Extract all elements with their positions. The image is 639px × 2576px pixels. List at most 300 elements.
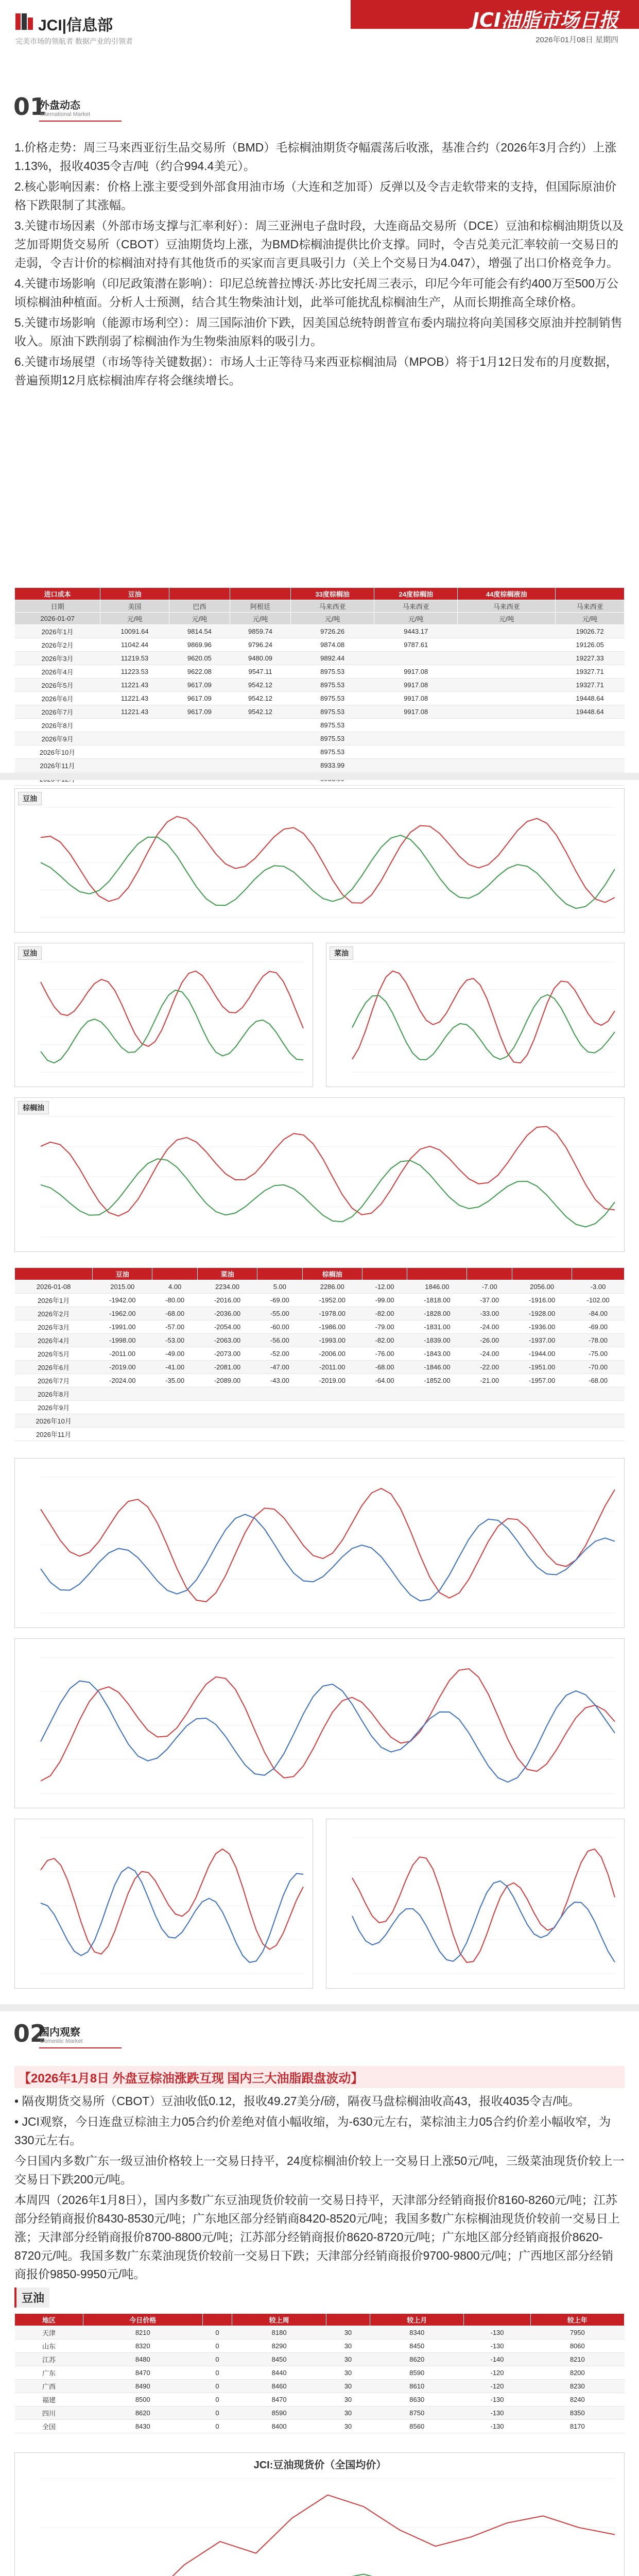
table-cell: -140	[464, 2353, 530, 2366]
chart-b1	[14, 1458, 625, 1628]
table-cell: 8230	[530, 2380, 624, 2393]
table-cell	[257, 1387, 302, 1401]
table-cell: -1951.00	[512, 1361, 572, 1374]
table-cell	[152, 1387, 198, 1401]
table-cell: 9917.08	[374, 705, 458, 719]
paragraph: • 隔夜期货交易所（CBOT）豆油收低0.12，报收49.27美分/磅，隔夜马盘棕榈油收高43，报收4035令吉/吨。	[14, 2094, 580, 2108]
table-cell: -52.00	[257, 1347, 302, 1361]
table-cell: -120	[464, 2380, 530, 2393]
table-cell	[198, 1428, 257, 1441]
table-cell: -35.00	[152, 1374, 198, 1387]
table-cell: 9617.09	[169, 705, 230, 719]
table-header-row	[15, 2314, 625, 2326]
import-cost-table	[14, 587, 625, 786]
table-cell: -2036.00	[198, 1307, 257, 1320]
table-cell: 8240	[530, 2393, 624, 2406]
table-cell: 2234.00	[198, 1280, 257, 1294]
table-cell	[362, 1401, 407, 1414]
table-cell	[458, 625, 556, 638]
table-cell: 9787.61	[374, 638, 458, 652]
table-cell	[407, 1401, 467, 1414]
chart-svg	[15, 1639, 625, 1809]
table-row	[15, 1320, 625, 1334]
table-cell: -60.00	[257, 1320, 302, 1334]
table-row	[15, 1307, 625, 1320]
table-cell: 2026年7月	[15, 705, 100, 719]
divider	[0, 2004, 639, 2011]
table-cell: -43.00	[257, 1374, 302, 1387]
table-row	[15, 1374, 625, 1387]
series-line	[352, 1881, 615, 1962]
table-header-row	[15, 600, 625, 613]
table-header-cell: 较上周	[232, 2314, 326, 2326]
table-cell: 2026年4月	[15, 1334, 93, 1347]
table-cell: 8975.53	[291, 745, 374, 759]
table-header-cell	[169, 588, 230, 600]
table-cell: 9874.08	[291, 638, 374, 652]
table-cell: -53.00	[152, 1334, 198, 1347]
table-cell: 8170	[530, 2420, 624, 2433]
table-cell: -1936.00	[512, 1320, 572, 1334]
table-cell: 广东	[15, 2366, 83, 2380]
table-header-cell	[326, 2314, 370, 2326]
table-cell: 8290	[232, 2340, 326, 2353]
table-cell	[512, 1387, 572, 1401]
table-cell	[407, 1428, 467, 1441]
table-cell: 8470	[232, 2393, 326, 2406]
table-cell: 2026年2月	[15, 638, 100, 652]
table-cell: 8350	[530, 2406, 624, 2420]
table-header-cell	[202, 2314, 232, 2326]
table-cell	[467, 1387, 512, 1401]
section-2-headline: 【2026年1月8日 外盘豆棕油涨跌互现 国内三大油脂跟盘波动】	[14, 2066, 625, 2088]
table-cell: -1957.00	[512, 1374, 572, 1387]
table-cell	[572, 1414, 625, 1428]
report-header	[0, 0, 639, 52]
table-cell: -24.00	[467, 1347, 512, 1361]
table-cell: 8340	[370, 2326, 464, 2340]
table-cell: 9547.11	[230, 665, 290, 679]
table-cell: 8400	[232, 2420, 326, 2433]
table-cell: -1952.00	[302, 1294, 362, 1307]
table-row	[15, 1414, 625, 1428]
table-cell: -84.00	[572, 1307, 625, 1320]
table-cell	[374, 652, 458, 665]
table-cell: -2019.00	[93, 1361, 152, 1374]
table-header-cell: 较上年	[530, 2314, 624, 2326]
table-cell: -130	[464, 2420, 530, 2433]
table-cell: 0	[202, 2406, 232, 2420]
table-cell: -7.00	[467, 1280, 512, 1294]
spread-table-wrap	[14, 1267, 625, 1441]
table-header-cell	[572, 1268, 625, 1280]
soy-price-table-wrap	[14, 2313, 625, 2433]
table-cell	[467, 1428, 512, 1441]
table-header-cell	[464, 2314, 530, 2326]
chart-tag: 豆油	[18, 792, 42, 805]
table-row	[15, 1280, 625, 1294]
table-cell: -1991.00	[93, 1320, 152, 1334]
table-header-cell: 阿根廷	[230, 600, 290, 613]
table-cell: -79.00	[362, 1320, 407, 1334]
paragraph: 6.关键市场展望（市场等待关键数据）：市场人士正等待马来西亚棕榈油局（MPOB）将于1月12日发布的月度数据，普遍预期12月底棕榈油库存将会继续增长。	[14, 355, 618, 387]
table-cell: 8610	[370, 2380, 464, 2393]
table-cell: 8975.53	[291, 665, 374, 679]
table-cell: -26.00	[467, 1334, 512, 1347]
import-cost-table-wrap	[14, 587, 625, 786]
table-cell: 30	[326, 2353, 370, 2366]
series-line	[41, 1159, 615, 1227]
table-header-cell	[362, 1268, 407, 1280]
table-cell: 8440	[232, 2366, 326, 2380]
table-cell: 30	[326, 2420, 370, 2433]
table-row	[15, 2380, 625, 2393]
table-cell: -56.00	[257, 1334, 302, 1347]
table-cell: 0	[202, 2326, 232, 2340]
table-row	[15, 705, 625, 719]
table-cell: 9796.24	[230, 638, 290, 652]
table-cell: 2026年8月	[15, 719, 100, 732]
table-cell: 0	[202, 2393, 232, 2406]
table-cell: -47.00	[257, 1361, 302, 1374]
table-header-row	[15, 613, 625, 625]
table-cell	[458, 732, 556, 745]
table-cell: 1846.00	[407, 1280, 467, 1294]
table-cell: -41.00	[152, 1361, 198, 1374]
table-header-cell: 豆油	[93, 1268, 152, 1280]
table-cell: 广西	[15, 2380, 83, 2393]
table-cell: 9617.09	[169, 679, 230, 692]
table-cell	[572, 1387, 625, 1401]
table-cell: -80.00	[152, 1294, 198, 1307]
table-row	[15, 759, 625, 772]
chart-svg	[15, 943, 314, 1088]
table-row	[15, 1387, 625, 1401]
table-cell: 8975.53	[291, 719, 374, 732]
table-cell: 0	[202, 2366, 232, 2380]
chart-svg	[326, 1819, 625, 1989]
chart-title: JCI:豆油现货价（全国均价）	[253, 2460, 387, 2471]
section-number: 02	[13, 2020, 47, 2047]
table-cell: 8590	[232, 2406, 326, 2420]
chart-palm	[14, 1097, 625, 1252]
table-header-cell: 24度棕榈油	[374, 588, 458, 600]
section-subtitle: International Market	[40, 111, 91, 117]
table-cell	[198, 1387, 257, 1401]
table-cell: -99.00	[362, 1294, 407, 1307]
table-cell	[302, 1387, 362, 1401]
table-row	[15, 625, 625, 638]
table-cell	[407, 1414, 467, 1428]
table-cell	[169, 745, 230, 759]
chart-tag: 豆油	[18, 946, 42, 960]
table-cell: -22.00	[467, 1361, 512, 1374]
table-cell: -1928.00	[512, 1307, 572, 1320]
section-title: 外盘动态	[39, 100, 80, 111]
table-cell	[374, 745, 458, 759]
table-row	[15, 2366, 625, 2380]
table-cell: 19448.64	[556, 692, 625, 705]
table-cell: -2063.00	[198, 1334, 257, 1347]
table-cell: -1831.00	[407, 1320, 467, 1334]
table-cell: 8060	[530, 2340, 624, 2353]
table-cell: 8560	[370, 2420, 464, 2433]
table-cell: -2011.00	[93, 1347, 152, 1361]
table-cell: -2024.00	[93, 1374, 152, 1387]
table-cell	[169, 719, 230, 732]
table-row	[15, 1428, 625, 1441]
table-cell: 30	[326, 2393, 370, 2406]
table-cell: -68.00	[572, 1374, 625, 1387]
series-line	[41, 971, 303, 1046]
table-cell	[152, 1428, 198, 1441]
table-cell: -130	[464, 2406, 530, 2420]
table-cell: 2026年7月	[15, 1374, 93, 1387]
chart-b4	[326, 1819, 625, 1989]
table-cell: 11223.53	[100, 665, 169, 679]
table-row	[15, 2393, 625, 2406]
table-cell	[198, 1401, 257, 1414]
table-cell: 5.00	[257, 1280, 302, 1294]
table-cell: 11221.43	[100, 679, 169, 692]
series-line	[41, 1867, 303, 1962]
table-cell: 2026年6月	[15, 692, 100, 705]
table-header-cell	[230, 588, 290, 600]
table-cell	[93, 1428, 152, 1441]
table-cell: 19327.71	[556, 679, 625, 692]
table-cell: 9617.09	[169, 692, 230, 705]
table-cell: -69.00	[572, 1320, 625, 1334]
table-cell	[230, 759, 290, 772]
table-cell: 9892.44	[291, 652, 374, 665]
table-cell: 9443.17	[374, 625, 458, 638]
table-cell: 8180	[232, 2326, 326, 2340]
table-cell: 11221.43	[100, 705, 169, 719]
table-header-cell: 日期	[15, 600, 100, 613]
table-cell	[100, 732, 169, 745]
table-cell: -130	[464, 2393, 530, 2406]
table-cell: 2026年6月	[15, 1361, 93, 1374]
table-cell: -1852.00	[407, 1374, 467, 1387]
table-cell: -120	[464, 2366, 530, 2380]
table-cell: -68.00	[362, 1361, 407, 1374]
series-line	[352, 995, 615, 1060]
paragraph: 2.核心影响因素：价格上涨主要受到外部食用油市场（大连和芝加哥）反弹以及令吉走软带来的支持，但国际原油价格下跌限制了其涨幅。	[14, 180, 617, 212]
table-cell: 0	[202, 2340, 232, 2353]
soy-price-table	[14, 2313, 625, 2433]
table-cell	[458, 652, 556, 665]
table-cell: -3.00	[572, 1280, 625, 1294]
table-cell: -1937.00	[512, 1334, 572, 1347]
table-cell: -76.00	[362, 1347, 407, 1361]
table-cell: -2016.00	[198, 1294, 257, 1307]
table-cell	[257, 1414, 302, 1428]
chart-soy-a	[14, 788, 625, 933]
table-cell: 福建	[15, 2393, 83, 2406]
table-header-cell: 元/吨	[100, 613, 169, 625]
table-cell	[407, 1387, 467, 1401]
table-cell: -1998.00	[93, 1334, 152, 1347]
table-header-cell: 元/吨	[374, 613, 458, 625]
table-cell: -12.00	[362, 1280, 407, 1294]
table-header-cell	[512, 1268, 572, 1280]
table-cell: 8975.53	[291, 692, 374, 705]
table-cell: -21.00	[467, 1374, 512, 1387]
chart-svg	[15, 1459, 625, 1629]
section-2-text	[14, 2092, 625, 2285]
table-cell	[512, 1401, 572, 1414]
table-cell: -70.00	[572, 1361, 625, 1374]
table-cell: -2073.00	[198, 1347, 257, 1361]
table-cell: 0	[202, 2380, 232, 2393]
table-header-row	[15, 588, 625, 600]
table-cell	[302, 1414, 362, 1428]
table-cell: -55.00	[257, 1307, 302, 1320]
table-cell: 9480.09	[230, 652, 290, 665]
table-cell: 2026年10月	[15, 745, 100, 759]
chart-b2	[14, 1638, 625, 1808]
table-cell	[198, 1414, 257, 1428]
table-cell: 9542.12	[230, 705, 290, 719]
table-cell: -1843.00	[407, 1347, 467, 1361]
table-row	[15, 732, 625, 745]
table-cell	[467, 1401, 512, 1414]
table-cell: 8480	[83, 2353, 202, 2366]
table-row	[15, 665, 625, 679]
chart-svg	[15, 789, 625, 933]
table-cell	[467, 1414, 512, 1428]
table-cell: 19126.05	[556, 638, 625, 652]
report-date: 2026年01月08日 星期四	[536, 36, 618, 44]
table-cell: -2081.00	[198, 1361, 257, 1374]
table-cell: -82.00	[362, 1307, 407, 1320]
table-cell: 9622.08	[169, 665, 230, 679]
table-cell	[556, 759, 625, 772]
table-cell: 8750	[370, 2406, 464, 2420]
table-cell: -33.00	[467, 1307, 512, 1320]
table-cell: -1839.00	[407, 1334, 467, 1347]
section-1-text	[14, 138, 625, 392]
table-cell: -2011.00	[302, 1361, 362, 1374]
table-cell	[458, 759, 556, 772]
table-cell: 11042.44	[100, 638, 169, 652]
table-cell: -2019.00	[302, 1374, 362, 1387]
table-cell: 2026年11月	[15, 1428, 93, 1441]
table-row	[15, 2406, 625, 2420]
table-cell: 0	[202, 2353, 232, 2366]
table-cell	[93, 1414, 152, 1428]
table-cell	[458, 692, 556, 705]
table-cell	[230, 745, 290, 759]
section-title: 国内观察	[39, 2027, 80, 2038]
table-cell	[93, 1401, 152, 1414]
table-cell: 8200	[530, 2366, 624, 2380]
paragraph: 本周四（2026年1月8日），国内多数广东豆油现货价较前一交易日持平，天津部分经销商报价8160-8260元/吨；江苏部分经销商报价8430-8530元/吨；广东地区部分经销商8420-8520元/吨；我国多数广东棕榈油现货价较前一交易日上涨；天津部分经销商报价8700-8800元/吨；江苏部分经销商报价8620-8720元/吨；广东地区部分经销商报价8620-8720元/吨。我国多数广东菜油现货价较前一交易日下跌；天津部分经销商报价9700-9800元/吨；广西地区部分经销商报价9850-9950元/吨。	[14, 2193, 620, 2281]
table-cell: -1978.00	[302, 1307, 362, 1320]
table-row	[15, 1334, 625, 1347]
table-cell: 8320	[83, 2340, 202, 2353]
table-header-cell: 马来西亚	[374, 600, 458, 613]
table-cell	[374, 732, 458, 745]
table-header-cell: 元/吨	[556, 613, 625, 625]
table-row	[15, 1294, 625, 1307]
table-cell	[302, 1401, 362, 1414]
chart-tag: 棕榈油	[18, 1101, 49, 1114]
table-cell: -78.00	[572, 1334, 625, 1347]
table-header-cell: 较上月	[370, 2314, 464, 2326]
slogan: 完美市场的领航者 数据产业的引领者	[15, 37, 133, 45]
table-cell: 30	[326, 2340, 370, 2353]
table-header-row	[15, 1268, 625, 1280]
table-header-cell	[407, 1268, 467, 1280]
table-row	[15, 1401, 625, 1414]
soy-price-chart	[14, 2452, 625, 2576]
table-cell: -68.00	[152, 1307, 198, 1320]
series-line	[41, 2495, 615, 2576]
table-cell: -130	[464, 2326, 530, 2340]
table-row	[15, 2326, 625, 2340]
paragraph: 1.价格走势：周三马来西亚衍生品交易所（BMD）毛棕榈油期货夺幅震荡后收涨，基准合约（2026年3月合约）上涨1.13%，报收4035令吉/吨（约合994.4美元）。	[14, 141, 617, 173]
series-line	[41, 1514, 615, 1601]
table-header-cell: 元/吨	[169, 613, 230, 625]
table-cell	[374, 759, 458, 772]
table-cell: 9859.74	[230, 625, 290, 638]
table-cell: 4.00	[152, 1280, 198, 1294]
divider	[0, 773, 639, 780]
table-cell: 2026年4月	[15, 665, 100, 679]
chart-svg	[15, 2453, 625, 2576]
series-line	[41, 1849, 303, 1954]
table-cell: -1993.00	[302, 1334, 362, 1347]
table-cell	[572, 1428, 625, 1441]
table-cell	[512, 1428, 572, 1441]
table-cell: -82.00	[362, 1334, 407, 1347]
table-cell	[362, 1414, 407, 1428]
chart-svg	[326, 943, 625, 1088]
table-cell	[458, 638, 556, 652]
table-header-cell: 44度棕榈液油	[458, 588, 556, 600]
table-cell: 2026年5月	[15, 679, 100, 692]
table-cell: -69.00	[257, 1294, 302, 1307]
table-cell: 19327.71	[556, 665, 625, 679]
table-cell: -24.00	[467, 1320, 512, 1334]
table-header-cell: 马来西亚	[291, 600, 374, 613]
table-cell: 8460	[232, 2380, 326, 2393]
table-cell: -64.00	[362, 1374, 407, 1387]
table-cell: 8450	[232, 2353, 326, 2366]
logo-text: JCI|信息部	[38, 17, 113, 34]
table-header-cell: 元/吨	[458, 613, 556, 625]
table-cell: 8975.53	[291, 705, 374, 719]
table-header-cell: 进口成本	[15, 588, 100, 600]
series-line	[41, 990, 303, 1063]
table-cell: 四川	[15, 2406, 83, 2420]
jci-logo-icon	[14, 11, 35, 32]
section-subtitle: Domestic Market	[40, 2038, 83, 2044]
table-cell: 30	[326, 2380, 370, 2393]
table-row	[15, 692, 625, 705]
table-header-cell: 今日价格	[83, 2314, 202, 2326]
table-cell	[374, 719, 458, 732]
table-cell: 2026年3月	[15, 1320, 93, 1334]
table-cell: -1942.00	[93, 1294, 152, 1307]
table-cell	[458, 665, 556, 679]
table-header-cell: 33度棕榈油	[291, 588, 374, 600]
table-cell	[100, 759, 169, 772]
table-cell: 8620	[370, 2353, 464, 2366]
table-cell: -37.00	[467, 1294, 512, 1307]
table-cell: -1944.00	[512, 1347, 572, 1361]
